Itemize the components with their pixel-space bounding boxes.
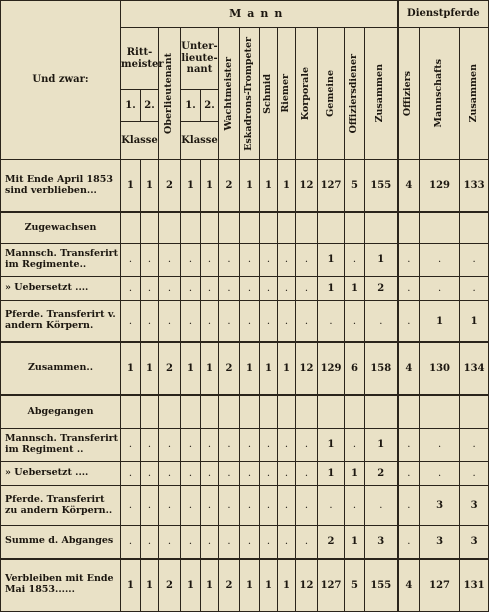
value-cell: 1	[318, 276, 345, 300]
value-cell: 3	[420, 525, 460, 558]
value-cell: .	[398, 428, 420, 461]
empty-cell	[296, 395, 318, 428]
empty-cell	[278, 395, 296, 428]
value-cell: .	[121, 428, 141, 461]
value-cell: .	[420, 462, 460, 486]
value-cell: 2	[318, 525, 345, 558]
mannschafts-pferde-header: Mannschafts	[420, 28, 460, 160]
zusammen-header: Zusammen	[365, 28, 398, 160]
value-cell: .	[278, 428, 296, 461]
empty-cell	[159, 395, 181, 428]
value-cell: .	[181, 525, 201, 558]
row-label: Mannsch. Transferirt im Regiment ..	[1, 428, 121, 461]
value-cell: .	[240, 525, 260, 558]
value-cell: 155	[365, 559, 398, 612]
value-cell: .	[159, 243, 181, 276]
table-row	[1, 276, 489, 300]
value-cell: 1	[278, 342, 296, 395]
value-cell: .	[296, 428, 318, 461]
value-cell: 2	[159, 160, 181, 213]
value-cell: .	[296, 525, 318, 558]
table-row	[1, 160, 489, 213]
value-cell: .	[181, 486, 201, 526]
value-cell: 1	[345, 462, 365, 486]
value-cell: .	[278, 462, 296, 486]
table-row	[1, 243, 489, 276]
value-cell: .	[240, 462, 260, 486]
value-cell: 1	[181, 342, 201, 395]
section-label: Zugewachsen	[1, 212, 121, 243]
value-cell: .	[296, 486, 318, 526]
value-cell: .	[219, 462, 240, 486]
value-cell: .	[219, 525, 240, 558]
value-cell: 1	[420, 301, 460, 343]
value-cell: .	[460, 428, 489, 461]
empty-cell	[460, 212, 489, 243]
value-cell: 12	[296, 160, 318, 213]
section-row	[1, 395, 489, 428]
value-cell: 1	[121, 160, 141, 213]
value-cell: .	[260, 243, 278, 276]
value-cell: 3	[460, 525, 489, 558]
value-cell: .	[420, 428, 460, 461]
value-cell: .	[260, 462, 278, 486]
value-cell: 1	[121, 559, 141, 612]
value-cell: 129	[420, 160, 460, 213]
value-cell: .	[141, 243, 159, 276]
riemer-header: Riemer	[278, 28, 296, 160]
value-cell: .	[201, 301, 219, 343]
value-cell: 1	[141, 160, 159, 213]
value-cell: .	[141, 428, 159, 461]
value-cell: .	[181, 301, 201, 343]
empty-cell	[345, 395, 365, 428]
value-cell: .	[121, 301, 141, 343]
table-row	[1, 301, 489, 343]
value-cell: 1	[240, 160, 260, 213]
value-cell: 12	[296, 342, 318, 395]
value-cell: .	[219, 486, 240, 526]
section-label: Abgegangen	[1, 395, 121, 428]
value-cell: 1	[365, 428, 398, 461]
empty-cell	[181, 395, 201, 428]
value-cell: .	[260, 428, 278, 461]
value-cell: .	[278, 301, 296, 343]
value-cell: 1	[345, 525, 365, 558]
value-cell: .	[345, 486, 365, 526]
value-cell: 2	[219, 160, 240, 213]
value-cell: 155	[365, 160, 398, 213]
value-cell: .	[141, 486, 159, 526]
value-cell: .	[141, 525, 159, 558]
row-label: » Uebersetzt ....	[1, 276, 121, 300]
value-cell: .	[260, 301, 278, 343]
row-label: Mit Ende April 1853 sind verblieben...	[1, 160, 121, 213]
value-cell: .	[420, 276, 460, 300]
row-label: Pferde. Transferirt zu andern Körpern..	[1, 486, 121, 526]
value-cell: .	[420, 243, 460, 276]
zusammen-pferde-header: Zusammen	[460, 28, 489, 160]
value-cell: 131	[460, 559, 489, 612]
value-cell: 1	[240, 559, 260, 612]
unter-klasse-1: 1.	[181, 90, 201, 122]
empty-cell	[398, 212, 420, 243]
offiziersdiener-header: Offiziersdiener	[345, 28, 365, 160]
empty-cell	[420, 395, 460, 428]
korporale-header: Korporale	[296, 28, 318, 160]
value-cell: 5	[345, 160, 365, 213]
value-cell: 1	[318, 243, 345, 276]
value-cell: 127	[318, 160, 345, 213]
empty-cell	[318, 212, 345, 243]
value-cell: .	[121, 486, 141, 526]
empty-cell	[345, 212, 365, 243]
table-row	[1, 486, 489, 526]
value-cell: 2	[219, 559, 240, 612]
value-cell: 2	[159, 559, 181, 612]
value-cell: 133	[460, 160, 489, 213]
value-cell: .	[398, 276, 420, 300]
value-cell: .	[201, 243, 219, 276]
empty-cell	[219, 395, 240, 428]
value-cell: 1	[260, 342, 278, 395]
empty-cell	[219, 212, 240, 243]
table-row	[1, 462, 489, 486]
value-cell: .	[141, 301, 159, 343]
value-cell: .	[219, 301, 240, 343]
value-cell: 1	[365, 243, 398, 276]
empty-cell	[318, 395, 345, 428]
unter-klasse-2: 2.	[201, 90, 219, 122]
value-cell: 1	[181, 559, 201, 612]
value-cell: 1	[278, 559, 296, 612]
oberlieutenant-header: Oberlieutenant	[159, 28, 181, 160]
value-cell: .	[159, 525, 181, 558]
row-label: » Uebersetzt ....	[1, 462, 121, 486]
value-cell: .	[201, 486, 219, 526]
value-cell: .	[219, 276, 240, 300]
value-cell: .	[181, 462, 201, 486]
value-cell: .	[240, 301, 260, 343]
value-cell: .	[181, 428, 201, 461]
value-cell: 134	[460, 342, 489, 395]
value-cell: .	[121, 525, 141, 558]
row-label: Pferde. Transferirt v. andern Körpern.	[1, 301, 121, 343]
empty-cell	[296, 212, 318, 243]
empty-cell	[181, 212, 201, 243]
value-cell: 1	[460, 301, 489, 343]
mann-header: Mann	[121, 1, 398, 28]
value-cell: .	[240, 243, 260, 276]
row-label: Verbleiben mit Ende Mai 1853......	[1, 559, 121, 612]
value-cell: 4	[398, 559, 420, 612]
empty-cell	[240, 395, 260, 428]
value-cell: 1	[260, 559, 278, 612]
value-cell: .	[296, 276, 318, 300]
empty-cell	[121, 212, 141, 243]
value-cell: .	[201, 525, 219, 558]
value-cell: 127	[420, 559, 460, 612]
value-cell: 5	[345, 559, 365, 612]
value-cell: 1	[181, 160, 201, 213]
value-cell: .	[260, 276, 278, 300]
value-cell: 4	[398, 342, 420, 395]
ritt-klasse-1: 1.	[121, 90, 141, 122]
value-cell: .	[278, 486, 296, 526]
value-cell: 2	[365, 462, 398, 486]
value-cell: 3	[460, 486, 489, 526]
value-cell: 3	[365, 525, 398, 558]
empty-cell	[460, 395, 489, 428]
value-cell: .	[240, 486, 260, 526]
offiziers-pferde-header: Offiziers	[398, 28, 420, 160]
value-cell: .	[159, 301, 181, 343]
value-cell: 130	[420, 342, 460, 395]
dienstpferde-header: Dienstpferde	[398, 1, 489, 28]
value-cell: .	[296, 301, 318, 343]
unter-klasse-label: Klasse	[181, 122, 219, 160]
schmid-header: Schmid	[260, 28, 278, 160]
value-cell: .	[181, 276, 201, 300]
empty-cell	[240, 212, 260, 243]
row-label-header: Und zwar:	[1, 1, 121, 160]
value-cell: .	[121, 276, 141, 300]
empty-cell	[365, 212, 398, 243]
table-row	[1, 428, 489, 461]
empty-cell	[278, 212, 296, 243]
value-cell: .	[278, 276, 296, 300]
value-cell: .	[201, 276, 219, 300]
value-cell: .	[318, 486, 345, 526]
value-cell: .	[141, 276, 159, 300]
empty-cell	[201, 212, 219, 243]
row-label: Mannsch. Transferirt im Regimente..	[1, 243, 121, 276]
value-cell: 2	[219, 342, 240, 395]
value-cell: .	[260, 525, 278, 558]
empty-cell	[141, 212, 159, 243]
ritt-klasse-2: 2.	[141, 90, 159, 122]
value-cell: 12	[296, 559, 318, 612]
value-cell: 1	[278, 160, 296, 213]
value-cell: .	[159, 486, 181, 526]
value-cell: 2	[159, 342, 181, 395]
empty-cell	[121, 395, 141, 428]
value-cell: 1	[318, 462, 345, 486]
value-cell: 6	[345, 342, 365, 395]
value-cell: 1	[201, 342, 219, 395]
empty-cell	[260, 395, 278, 428]
value-cell: .	[159, 462, 181, 486]
rittmeister-header: Ritt-meister	[121, 28, 159, 90]
value-cell: 1	[345, 276, 365, 300]
empty-cell	[141, 395, 159, 428]
empty-cell	[260, 212, 278, 243]
eskadrons-trompeter-header: Eskadrons-Trompeter	[240, 28, 260, 160]
value-cell: 4	[398, 160, 420, 213]
value-cell: .	[365, 301, 398, 343]
value-cell: .	[460, 276, 489, 300]
value-cell: .	[318, 301, 345, 343]
value-cell: .	[365, 486, 398, 526]
value-cell: .	[296, 243, 318, 276]
value-cell: 1	[141, 559, 159, 612]
row-label: Zusammen..	[1, 342, 121, 395]
value-cell: .	[141, 462, 159, 486]
value-cell: .	[219, 428, 240, 461]
value-cell: .	[219, 243, 240, 276]
value-cell: .	[201, 428, 219, 461]
value-cell: .	[296, 462, 318, 486]
value-cell: .	[398, 462, 420, 486]
value-cell: .	[460, 462, 489, 486]
value-cell: 1	[318, 428, 345, 461]
value-cell: .	[181, 243, 201, 276]
unterlieutenant-header: Unter-lieute-nant	[181, 28, 219, 90]
table-row	[1, 559, 489, 612]
value-cell: .	[201, 462, 219, 486]
value-cell: 1	[141, 342, 159, 395]
value-cell: 1	[260, 160, 278, 213]
table-row	[1, 525, 489, 558]
wachtmeister-header: Wachtmeister	[219, 28, 240, 160]
value-cell: .	[278, 525, 296, 558]
value-cell: .	[345, 428, 365, 461]
empty-cell	[159, 212, 181, 243]
value-cell: .	[159, 428, 181, 461]
empty-cell	[365, 395, 398, 428]
value-cell: .	[159, 276, 181, 300]
value-cell: .	[460, 243, 489, 276]
value-cell: .	[240, 428, 260, 461]
empty-cell	[420, 212, 460, 243]
value-cell: .	[278, 243, 296, 276]
value-cell: 127	[318, 559, 345, 612]
gemeine-header: Gemeine	[318, 28, 345, 160]
value-cell: 1	[201, 559, 219, 612]
value-cell: 1	[121, 342, 141, 395]
value-cell: .	[121, 462, 141, 486]
section-row	[1, 212, 489, 243]
table-row	[1, 342, 489, 395]
value-cell: 158	[365, 342, 398, 395]
ritt-klasse-label: Klasse	[121, 122, 159, 160]
empty-cell	[398, 395, 420, 428]
value-cell: .	[345, 243, 365, 276]
value-cell: .	[121, 243, 141, 276]
value-cell: 129	[318, 342, 345, 395]
value-cell: 1	[240, 342, 260, 395]
value-cell: .	[345, 301, 365, 343]
value-cell: .	[240, 276, 260, 300]
value-cell: .	[398, 243, 420, 276]
value-cell: .	[398, 486, 420, 526]
value-cell: .	[260, 486, 278, 526]
value-cell: 3	[420, 486, 460, 526]
row-label: Summe d. Abganges	[1, 525, 121, 558]
empty-cell	[201, 395, 219, 428]
value-cell: 2	[365, 276, 398, 300]
value-cell: .	[398, 301, 420, 343]
value-cell: .	[398, 525, 420, 558]
value-cell: 1	[201, 160, 219, 213]
